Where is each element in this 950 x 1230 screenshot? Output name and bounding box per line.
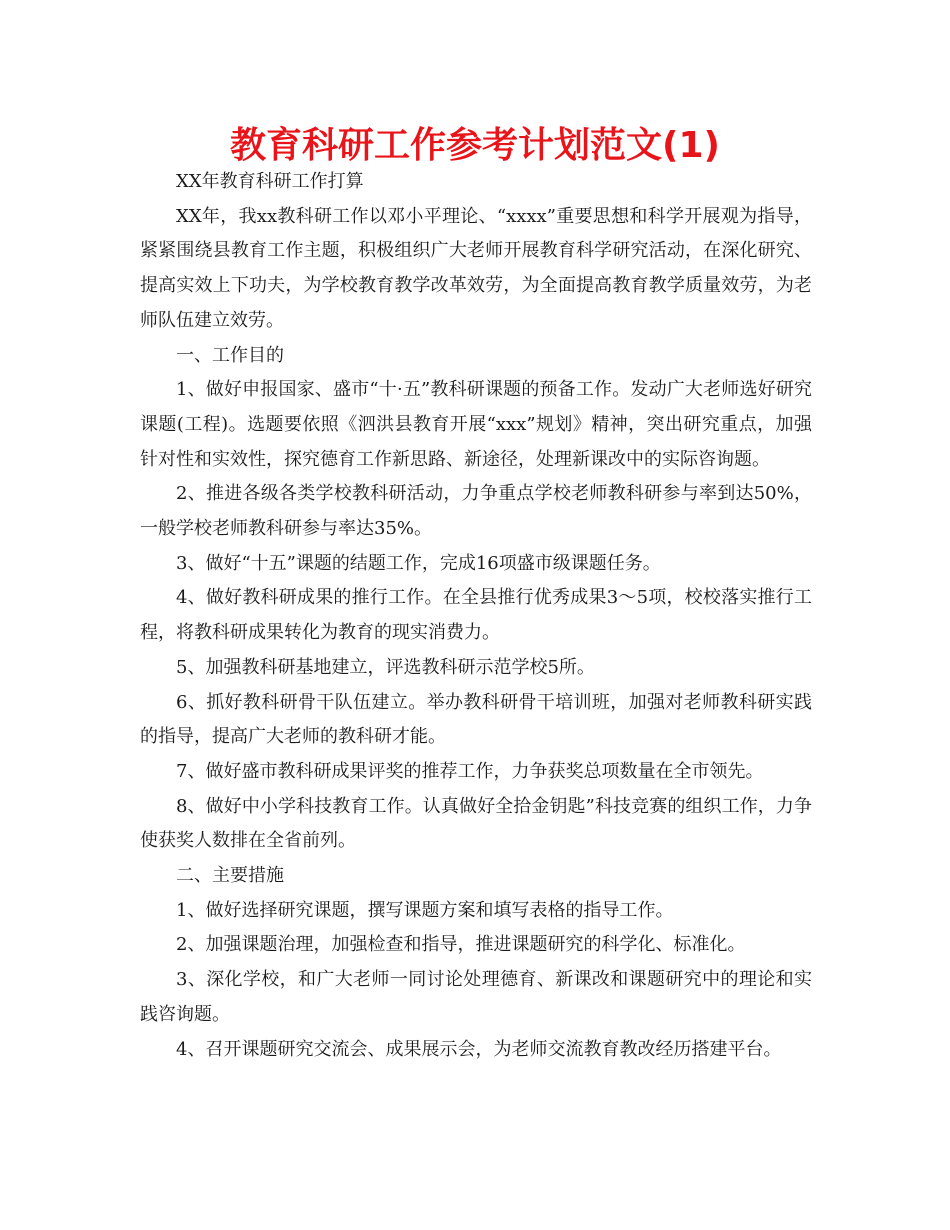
section-heading-measures: 二、主要措施 (176, 865, 284, 887)
goal-item-3: 3、做好“十五”课题的结题工作，完成16项盛市级课题任务。 (176, 552, 661, 574)
section-heading-goals: 一、工作目的 (176, 344, 284, 366)
measure-item-3: 3、深化学校，和广大老师一同讨论处理德育、新课改和课题研究中的理论和实践咨询题。 (140, 969, 812, 1025)
goal-item-1: 1、做好申报国家、盛市“十·五”教科研课题的预备工作。发动广大老师选好研究课题(工程)。选题要依照《泗洪县教育开展“xxx”规划》精神，突出研究重点，加强针对性和实效性，探究德育工作新思路、新途径，处理新课改中的实际咨询题。 (140, 379, 812, 470)
subtitle-line: XX年教育科研工作打算 (176, 171, 364, 192)
measure-item-2: 2、加强课题治理，加强检查和指导，推进课题研究的科学化、标准化。 (176, 934, 746, 956)
goal-item-4: 4、做好教科研成果的推行工作。在全县推行优秀成果3～5项，校校落实推行工程，将教科研成果转化为教育的现实消费力。 (140, 587, 812, 644)
goal-item-7: 7、做好盛市教科研成果评奖的推荐工作，力争获奖总项数量在全市领先。 (176, 760, 764, 782)
document-body (140, 165, 812, 1067)
goal-item-5: 5、加强教科研基地建立，评选教科研示范学校5所。 (176, 656, 595, 678)
goal-item-2: 2、推进各级各类学校教科研活动，力争重点学校老师教科研参与率到达50%，一般学校老师教科研参与率达35%。 (140, 483, 812, 540)
measure-item-1: 1、做好选择研究课题，撰写课题方案和填写表格的指导工作。 (176, 899, 674, 921)
measure-item-4: 4、召开课题研究交流会、成果展示会，为老师交流教育教改经历搭建平台。 (176, 1038, 782, 1060)
goal-item-6: 6、抓好教科研骨干队伍建立。举办教科研骨干培训班，加强对老师教科研实践的指导，提高广大老师的教科研才能。 (140, 691, 812, 748)
document-title: 教育科研工作参考计划范文(1) (230, 125, 720, 166)
goal-item-8: 8、做好中小学科技教育工作。认真做好全拾金钥匙”科技竞赛的组织工作，力争使获奖人数排在全省前列。 (140, 795, 812, 852)
intro-paragraph: XX年，我xx教科研工作以邓小平理论、“xxxx”重要思想和科学开展观为指导，紧紧围绕县教育工作主题，积极组织广大老师开展教育科学研究活动，在深化研究、提高实效上下功夫，为学校教育教学改革效劳，为全面提高教育教学质量效劳，为老师队伍建立效劳。 (140, 205, 812, 331)
